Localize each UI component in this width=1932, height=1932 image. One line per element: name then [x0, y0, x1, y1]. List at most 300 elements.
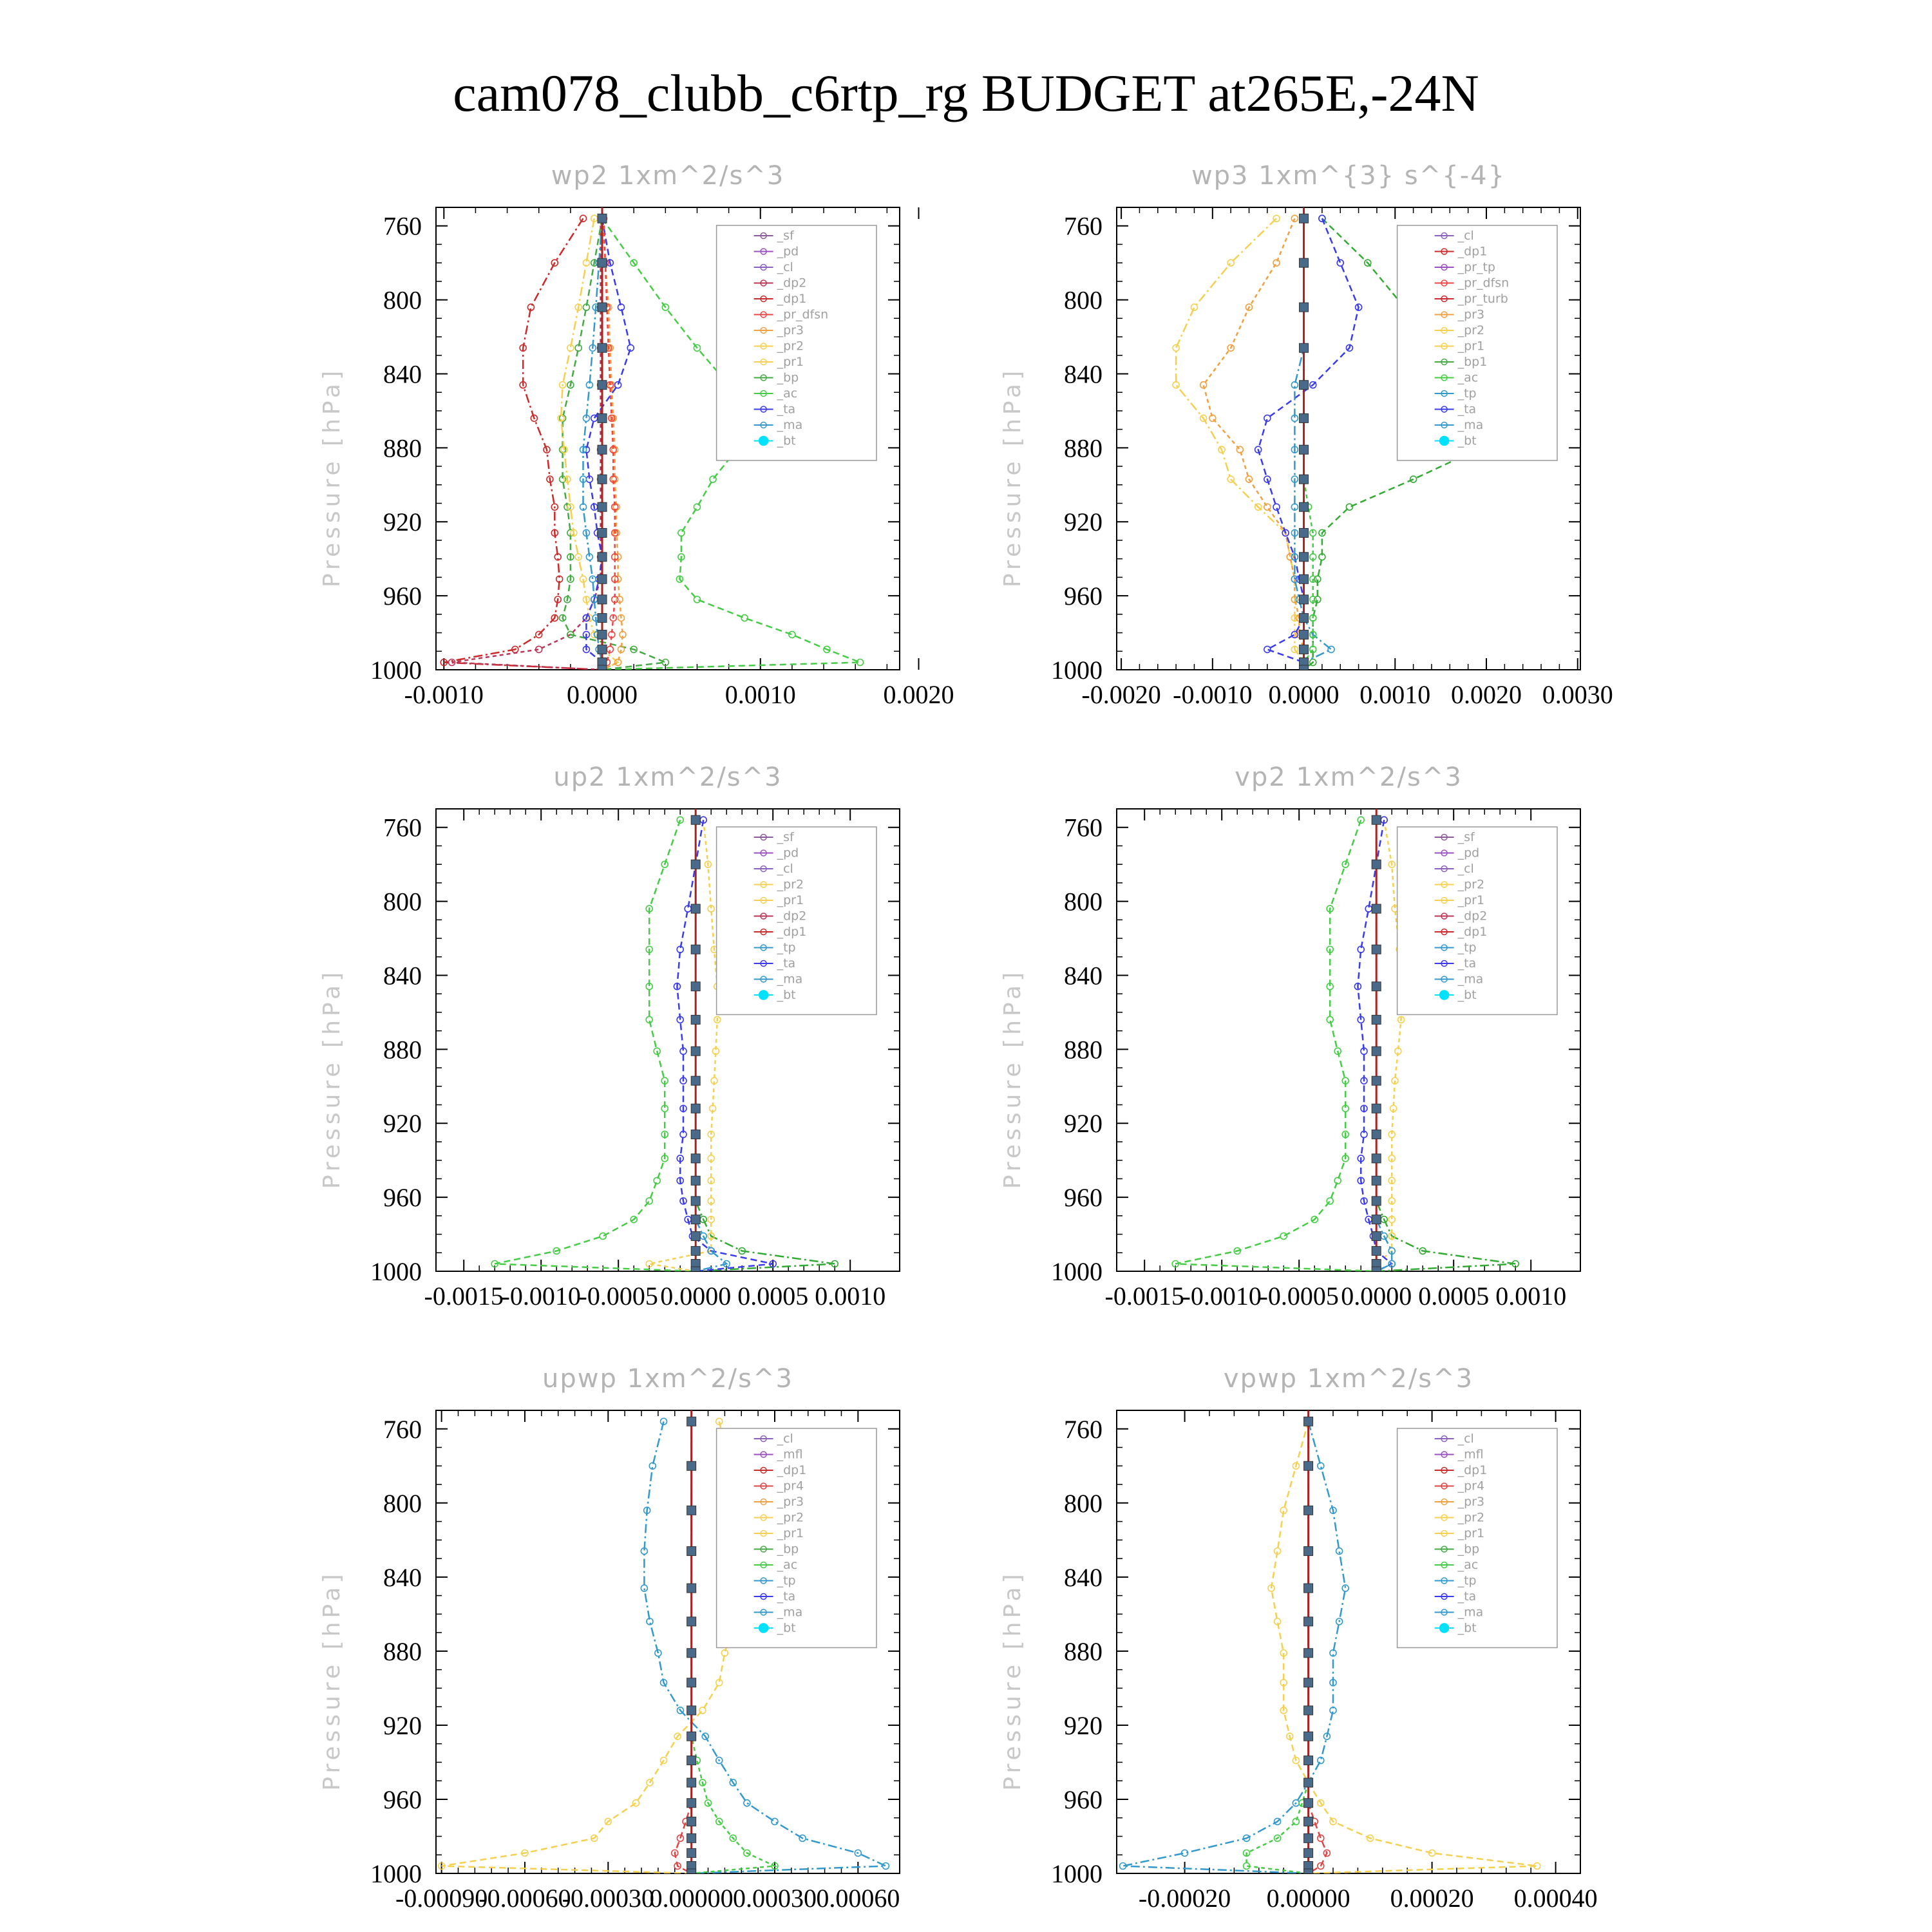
bt-marker — [598, 303, 607, 312]
legend-label: _ac — [777, 1558, 798, 1572]
legend-label: _bp — [777, 370, 799, 385]
bt-marker — [1372, 1104, 1381, 1113]
legend-label: _pr2 — [777, 1510, 804, 1525]
y-tick-label: 840 — [1064, 1562, 1103, 1592]
bt-marker — [1372, 982, 1381, 991]
bt-marker — [691, 1046, 700, 1056]
x-tick-label: -0.00030 — [562, 1884, 654, 1913]
bt-marker — [598, 214, 607, 223]
legend-label: _ma — [777, 418, 803, 432]
bt-marker — [687, 1584, 696, 1593]
legend-label: _cl — [1457, 862, 1474, 876]
bt-marker — [1304, 1848, 1313, 1857]
legend-label: _tp — [777, 940, 796, 955]
bt-marker — [691, 1246, 700, 1255]
y-tick-label: 840 — [383, 1562, 422, 1592]
x-tick-label: -0.0015 — [1104, 1282, 1184, 1311]
bt-marker — [1304, 1461, 1313, 1470]
data-point — [1328, 646, 1334, 652]
legend-label: _pr4 — [1457, 1479, 1485, 1493]
bt-marker — [598, 502, 607, 511]
x-tick-label: -0.0010 — [1182, 1282, 1262, 1311]
bt-marker — [691, 1104, 700, 1113]
panel-title: vpwp 1xm^2/s^3 — [1223, 1364, 1474, 1394]
legend-label: _ta — [1457, 402, 1477, 417]
bt-marker — [687, 1706, 696, 1715]
bt-marker — [1304, 1678, 1313, 1687]
bt-marker — [1300, 303, 1309, 312]
bt-marker — [691, 1197, 700, 1206]
bt-marker — [1372, 945, 1381, 954]
legend-label: _bt — [777, 988, 796, 1002]
bt-marker — [687, 1678, 696, 1687]
x-tick-label: 0.0010 — [1495, 1282, 1567, 1311]
legend-label: _pr2 — [1457, 1510, 1485, 1525]
legend-label: _pd — [777, 244, 799, 259]
bt-marker — [598, 343, 607, 352]
legend-label: _pr2 — [777, 877, 804, 892]
x-tick-label: 0.0010 — [815, 1282, 886, 1311]
bt-marker — [1300, 343, 1309, 352]
series-line-dp2 — [452, 218, 602, 670]
legend-label: _pr1 — [1457, 1526, 1485, 1540]
y-axis-label: Pressure [hPa] — [999, 968, 1026, 1189]
bt-marker — [1304, 1869, 1313, 1878]
bt-marker — [691, 982, 700, 991]
panel-title: upwp 1xm^2/s^3 — [542, 1364, 793, 1394]
legend-label: _pd — [777, 846, 799, 860]
legend-label: _ta — [1457, 1589, 1477, 1604]
legend-label: _pr3 — [1457, 1495, 1485, 1509]
bt-marker — [691, 1130, 700, 1139]
y-axis-label: Pressure [hPa] — [999, 366, 1026, 588]
legend-label: _tp — [1457, 1573, 1477, 1588]
series-line-dp1 — [444, 218, 602, 670]
bt-marker — [1372, 1246, 1381, 1255]
bt-marker — [1372, 904, 1381, 913]
y-axis-label: Pressure [hPa] — [319, 366, 345, 588]
bt-marker — [1300, 665, 1309, 674]
bt-marker — [1300, 614, 1309, 623]
chart-panel-5 — [319, 1364, 900, 1913]
chart-panels — [319, 161, 1613, 1913]
bt-marker — [691, 1215, 700, 1224]
legend-label: _pr3 — [777, 323, 804, 337]
legend-label: _pr1 — [1457, 339, 1485, 354]
legend-label: _ac — [777, 386, 798, 401]
bt-marker — [1304, 1584, 1313, 1593]
y-tick-label: 840 — [383, 359, 422, 389]
bt-marker — [1372, 860, 1381, 869]
bt-marker — [1300, 445, 1309, 454]
bt-marker — [691, 1015, 700, 1024]
y-tick-label: 920 — [383, 507, 422, 537]
bt-marker — [598, 645, 607, 654]
bt-marker — [687, 1461, 696, 1470]
bt-marker — [1300, 528, 1309, 537]
legend-label: _ta — [777, 956, 796, 971]
bt-marker — [1300, 413, 1309, 422]
data-point — [694, 504, 700, 510]
bt-marker — [687, 1547, 696, 1556]
bt-marker — [1304, 1506, 1313, 1515]
bt-marker — [687, 1732, 696, 1741]
data-point — [1280, 1233, 1287, 1239]
y-tick-label: 960 — [383, 1183, 422, 1213]
legend-label: _pr2 — [777, 339, 804, 354]
y-tick-label: 920 — [1064, 1109, 1103, 1139]
y-tick-label: 1000 — [370, 1859, 422, 1888]
bt-marker — [1300, 553, 1309, 562]
legend-label: _ma — [1457, 972, 1484, 987]
legend-label: _pr1 — [777, 355, 804, 369]
legend-label: _pr4 — [777, 1479, 804, 1493]
y-tick-label: 920 — [1064, 1710, 1103, 1740]
x-tick-label: -0.0015 — [424, 1282, 504, 1311]
x-tick-label: 0.0000 — [1341, 1282, 1412, 1311]
x-tick-label: -0.00090 — [395, 1884, 488, 1913]
data-point — [772, 1818, 778, 1824]
y-tick-label: 880 — [383, 1636, 422, 1666]
legend-label: _pr_dfsn — [777, 307, 829, 322]
series-line-pr1 — [1176, 218, 1304, 670]
bt-marker — [1300, 595, 1309, 604]
bt-marker — [1304, 1417, 1313, 1426]
data-point — [1264, 504, 1271, 510]
legend-label: _bp — [777, 1542, 799, 1557]
y-tick-label: 960 — [1064, 1785, 1103, 1814]
x-tick-label: 0.0000 — [1268, 680, 1340, 709]
data-point — [1273, 215, 1280, 222]
y-tick-label: 1000 — [1051, 656, 1103, 685]
bt-marker — [687, 1833, 696, 1842]
figure-title: cam078_clubb_c6rtp_rg BUDGET at265E,-24N — [453, 64, 1479, 122]
bt-marker — [1300, 645, 1309, 654]
data-point — [882, 1862, 889, 1869]
x-tick-label: 0.0005 — [737, 1282, 809, 1311]
legend-label: _sf — [1457, 830, 1475, 844]
legend-label: _dp1 — [1457, 244, 1488, 259]
bt-marker — [1304, 1706, 1313, 1715]
y-tick-label: 1000 — [1051, 1257, 1103, 1286]
legend-label: _ma — [1457, 418, 1484, 432]
y-axis-label: Pressure [hPa] — [999, 1570, 1026, 1791]
data-point — [632, 1800, 639, 1806]
bt-marker — [1372, 1154, 1381, 1163]
legend-label: _ta — [1457, 956, 1477, 971]
chart-panel-2 — [999, 161, 1613, 709]
chart-panel-6 — [999, 1364, 1598, 1913]
series-line-ac — [1247, 1421, 1309, 1873]
legend-label: _tp — [777, 1573, 796, 1588]
legend-label: _ma — [777, 1605, 803, 1620]
legend-label: _pd — [1457, 846, 1480, 860]
bt-marker — [691, 1176, 700, 1185]
legend-label: _cl — [777, 260, 793, 274]
y-tick-label: 880 — [383, 433, 422, 463]
data-point — [1346, 504, 1352, 510]
bt-marker — [1300, 630, 1309, 639]
bt-marker — [687, 1778, 696, 1787]
bt-marker — [1304, 1799, 1313, 1808]
y-tick-label: 800 — [1064, 887, 1103, 916]
legend-label: _cl — [777, 862, 793, 876]
legend-label: _dp2 — [1457, 909, 1488, 923]
y-axis-label: Pressure [hPa] — [319, 968, 345, 1189]
bt-marker — [598, 665, 607, 674]
x-tick-label: 0.00060 — [816, 1884, 900, 1913]
data-point — [1273, 260, 1280, 266]
bt-marker — [1304, 1617, 1313, 1626]
bt-marker — [687, 1848, 696, 1857]
data-point — [589, 576, 596, 582]
x-tick-label: 0.00030 — [732, 1884, 817, 1913]
legend-label: _dp2 — [777, 276, 807, 290]
chart-panel-4 — [999, 762, 1580, 1311]
legend-label: _cl — [1457, 229, 1474, 243]
y-tick-label: 760 — [383, 813, 422, 842]
bt-marker — [1372, 1231, 1381, 1240]
x-tick-label: -0.0020 — [1081, 680, 1161, 709]
legend-label: _cl — [1457, 1432, 1474, 1446]
legend-label: _dp1 — [777, 292, 807, 306]
y-axis-label: Pressure [hPa] — [319, 1570, 345, 1791]
data-point — [678, 529, 685, 536]
bt-marker — [1372, 815, 1381, 824]
bt-marker — [598, 553, 607, 562]
x-tick-label: -0.0010 — [404, 680, 484, 709]
bt-marker — [691, 1076, 700, 1085]
bt-marker — [687, 1617, 696, 1626]
legend-label: _tp — [1457, 940, 1477, 955]
x-tick-label: 0.0020 — [883, 680, 954, 709]
bt-marker — [1304, 1547, 1313, 1556]
x-tick-label: 0.0010 — [1359, 680, 1431, 709]
y-tick-label: 920 — [1064, 507, 1103, 537]
y-tick-label: 920 — [383, 1109, 422, 1139]
y-tick-label: 800 — [1064, 285, 1103, 315]
x-tick-label: 0.0010 — [724, 680, 796, 709]
data-point — [1327, 1198, 1333, 1204]
bt-marker — [691, 815, 700, 824]
bt-marker — [598, 381, 607, 390]
bt-marker — [687, 1799, 696, 1808]
bt-marker — [1300, 475, 1309, 484]
x-tick-label: -0.0005 — [1259, 1282, 1339, 1311]
bt-marker — [691, 1231, 700, 1240]
legend-label: _ta — [777, 402, 796, 417]
x-tick-label: 0.0000 — [660, 1282, 732, 1311]
data-point — [1227, 260, 1234, 266]
bt-marker — [1300, 258, 1309, 267]
y-tick-label: 760 — [1064, 1414, 1103, 1444]
y-tick-label: 880 — [1064, 433, 1103, 463]
y-tick-label: 960 — [1064, 1183, 1103, 1213]
x-tick-label: 0.00040 — [1513, 1884, 1598, 1913]
bt-marker — [691, 904, 700, 913]
legend-marker — [1440, 437, 1449, 446]
bt-marker — [598, 258, 607, 267]
bt-marker — [598, 413, 607, 422]
legend-label: _pr_turb — [1457, 292, 1508, 306]
bt-marker — [598, 614, 607, 623]
y-tick-label: 800 — [383, 285, 422, 315]
y-tick-label: 880 — [1064, 1636, 1103, 1666]
data-point — [1191, 304, 1197, 310]
legend-marker — [759, 990, 768, 999]
bt-marker — [691, 860, 700, 869]
legend-label: _dp1 — [777, 1463, 807, 1477]
bt-marker — [687, 1649, 696, 1658]
legend-label: _pr_dfsn — [1457, 276, 1510, 290]
legend-marker — [1440, 990, 1449, 999]
data-point — [591, 415, 598, 421]
bt-marker — [598, 595, 607, 604]
bt-marker — [1372, 1267, 1381, 1276]
legend-label: _bt — [1457, 1621, 1477, 1635]
x-tick-label: 0.0020 — [1451, 680, 1522, 709]
y-tick-label: 840 — [1064, 961, 1103, 990]
y-tick-label: 880 — [383, 1035, 422, 1065]
y-tick-label: 840 — [1064, 359, 1103, 389]
y-tick-label: 960 — [383, 1785, 422, 1814]
legend-label: _mfl — [777, 1447, 803, 1462]
legend-label: _cl — [777, 1432, 793, 1446]
bt-marker — [1304, 1833, 1313, 1842]
legend-label: _bt — [777, 433, 796, 448]
legend-label: _ma — [777, 972, 803, 987]
legend-label: _mfl — [1457, 1447, 1484, 1462]
legend-label: _pr1 — [1457, 893, 1485, 907]
legend-label: _ta — [777, 1589, 796, 1604]
bt-marker — [1300, 502, 1309, 511]
bt-marker — [1372, 1046, 1381, 1056]
legend-label: _dp1 — [1457, 925, 1488, 939]
x-tick-label: 0.00000 — [649, 1884, 734, 1913]
legend-label: _bt — [1457, 433, 1477, 448]
bt-marker — [598, 574, 607, 583]
legend-marker — [1440, 1624, 1449, 1633]
y-tick-label: 1000 — [1051, 1859, 1103, 1888]
bt-marker — [1304, 1778, 1313, 1787]
legend-label: _dp1 — [777, 925, 807, 939]
y-tick-label: 1000 — [370, 1257, 422, 1286]
bt-marker — [1300, 574, 1309, 583]
y-tick-label: 800 — [383, 887, 422, 916]
legend-label: _ma — [1457, 1605, 1484, 1620]
data-point — [699, 1707, 706, 1714]
legend-label: _pr_tp — [1457, 260, 1495, 274]
data-point — [710, 476, 716, 482]
bt-marker — [1304, 1817, 1313, 1826]
legend-label: _pr3 — [777, 1495, 804, 1509]
panel-title: wp2 1xm^2/s^3 — [551, 161, 785, 191]
series-line-dp1 — [495, 820, 696, 1271]
x-tick-label: 0.00020 — [1390, 1884, 1474, 1913]
bt-marker — [1372, 1015, 1381, 1024]
legend-label: _ac — [1457, 370, 1479, 385]
x-tick-label: -0.00020 — [1138, 1884, 1231, 1913]
legend-label: _pr1 — [777, 893, 804, 907]
y-tick-label: 920 — [383, 1710, 422, 1740]
legend-label: _bt — [777, 1621, 796, 1635]
series-line-dp1 — [1175, 820, 1376, 1271]
bt-marker — [687, 1817, 696, 1826]
bt-marker — [691, 1154, 700, 1163]
data-point — [641, 1585, 647, 1591]
x-tick-label: -0.0010 — [1173, 680, 1253, 709]
y-tick-label: 760 — [383, 211, 422, 241]
x-tick-label: -0.0010 — [501, 1282, 581, 1311]
bt-marker — [1300, 381, 1309, 390]
panel-title: vp2 1xm^2/s^3 — [1235, 762, 1463, 792]
y-tick-label: 960 — [383, 582, 422, 611]
x-tick-label: 0.0030 — [1542, 680, 1613, 709]
data-point — [694, 596, 700, 603]
legend-marker — [759, 437, 768, 446]
bt-marker — [1300, 214, 1309, 223]
series-line-pr2 — [1204, 218, 1304, 670]
bt-marker — [691, 1267, 700, 1276]
bt-marker — [1372, 1130, 1381, 1139]
bt-marker — [1304, 1732, 1313, 1741]
bt-marker — [1372, 1197, 1381, 1206]
bt-marker — [1372, 1215, 1381, 1224]
bt-marker — [691, 945, 700, 954]
legend-label: _pr2 — [1457, 323, 1485, 337]
y-tick-label: 760 — [1064, 211, 1103, 241]
legend-label: _pr2 — [1457, 877, 1485, 892]
bt-marker — [598, 528, 607, 537]
data-point — [646, 1198, 652, 1204]
legend-label: _bp — [1457, 1542, 1480, 1557]
legend-label: _pr1 — [777, 1526, 804, 1540]
legend-label: _dp2 — [777, 909, 807, 923]
y-tick-label: 840 — [383, 961, 422, 990]
data-point — [744, 1800, 750, 1806]
y-tick-label: 1000 — [370, 656, 422, 685]
legend-label: _sf — [777, 830, 794, 844]
chart-panel-3 — [319, 762, 900, 1311]
bt-marker — [1304, 1756, 1313, 1765]
legend-label: _ac — [1457, 1558, 1479, 1572]
bt-marker — [687, 1506, 696, 1515]
legend-label: _sf — [777, 229, 794, 243]
x-tick-label: 0.0000 — [567, 680, 638, 709]
bt-marker — [598, 475, 607, 484]
data-point — [600, 1233, 606, 1239]
legend-label: _pr3 — [1457, 307, 1485, 322]
legend-label: _bt — [1457, 988, 1477, 1002]
legend-label: _dp1 — [1457, 1463, 1488, 1477]
bt-marker — [687, 1869, 696, 1878]
bt-marker — [687, 1417, 696, 1426]
y-tick-label: 760 — [1064, 813, 1103, 842]
y-tick-label: 960 — [1064, 582, 1103, 611]
legend-label: _bp1 — [1457, 355, 1488, 369]
y-tick-label: 880 — [1064, 1035, 1103, 1065]
y-tick-label: 800 — [383, 1488, 422, 1518]
x-tick-label: -0.0005 — [578, 1282, 658, 1311]
data-point — [1173, 382, 1179, 388]
bt-marker — [1372, 1076, 1381, 1085]
x-tick-label: 0.0005 — [1418, 1282, 1490, 1311]
data-point — [1337, 260, 1343, 266]
panel-title: wp3 1xm^{3} s^{-4} — [1191, 161, 1506, 191]
chart-panel-1 — [319, 161, 954, 709]
bt-marker — [687, 1756, 696, 1765]
x-tick-label: 0.00000 — [1266, 1884, 1350, 1913]
